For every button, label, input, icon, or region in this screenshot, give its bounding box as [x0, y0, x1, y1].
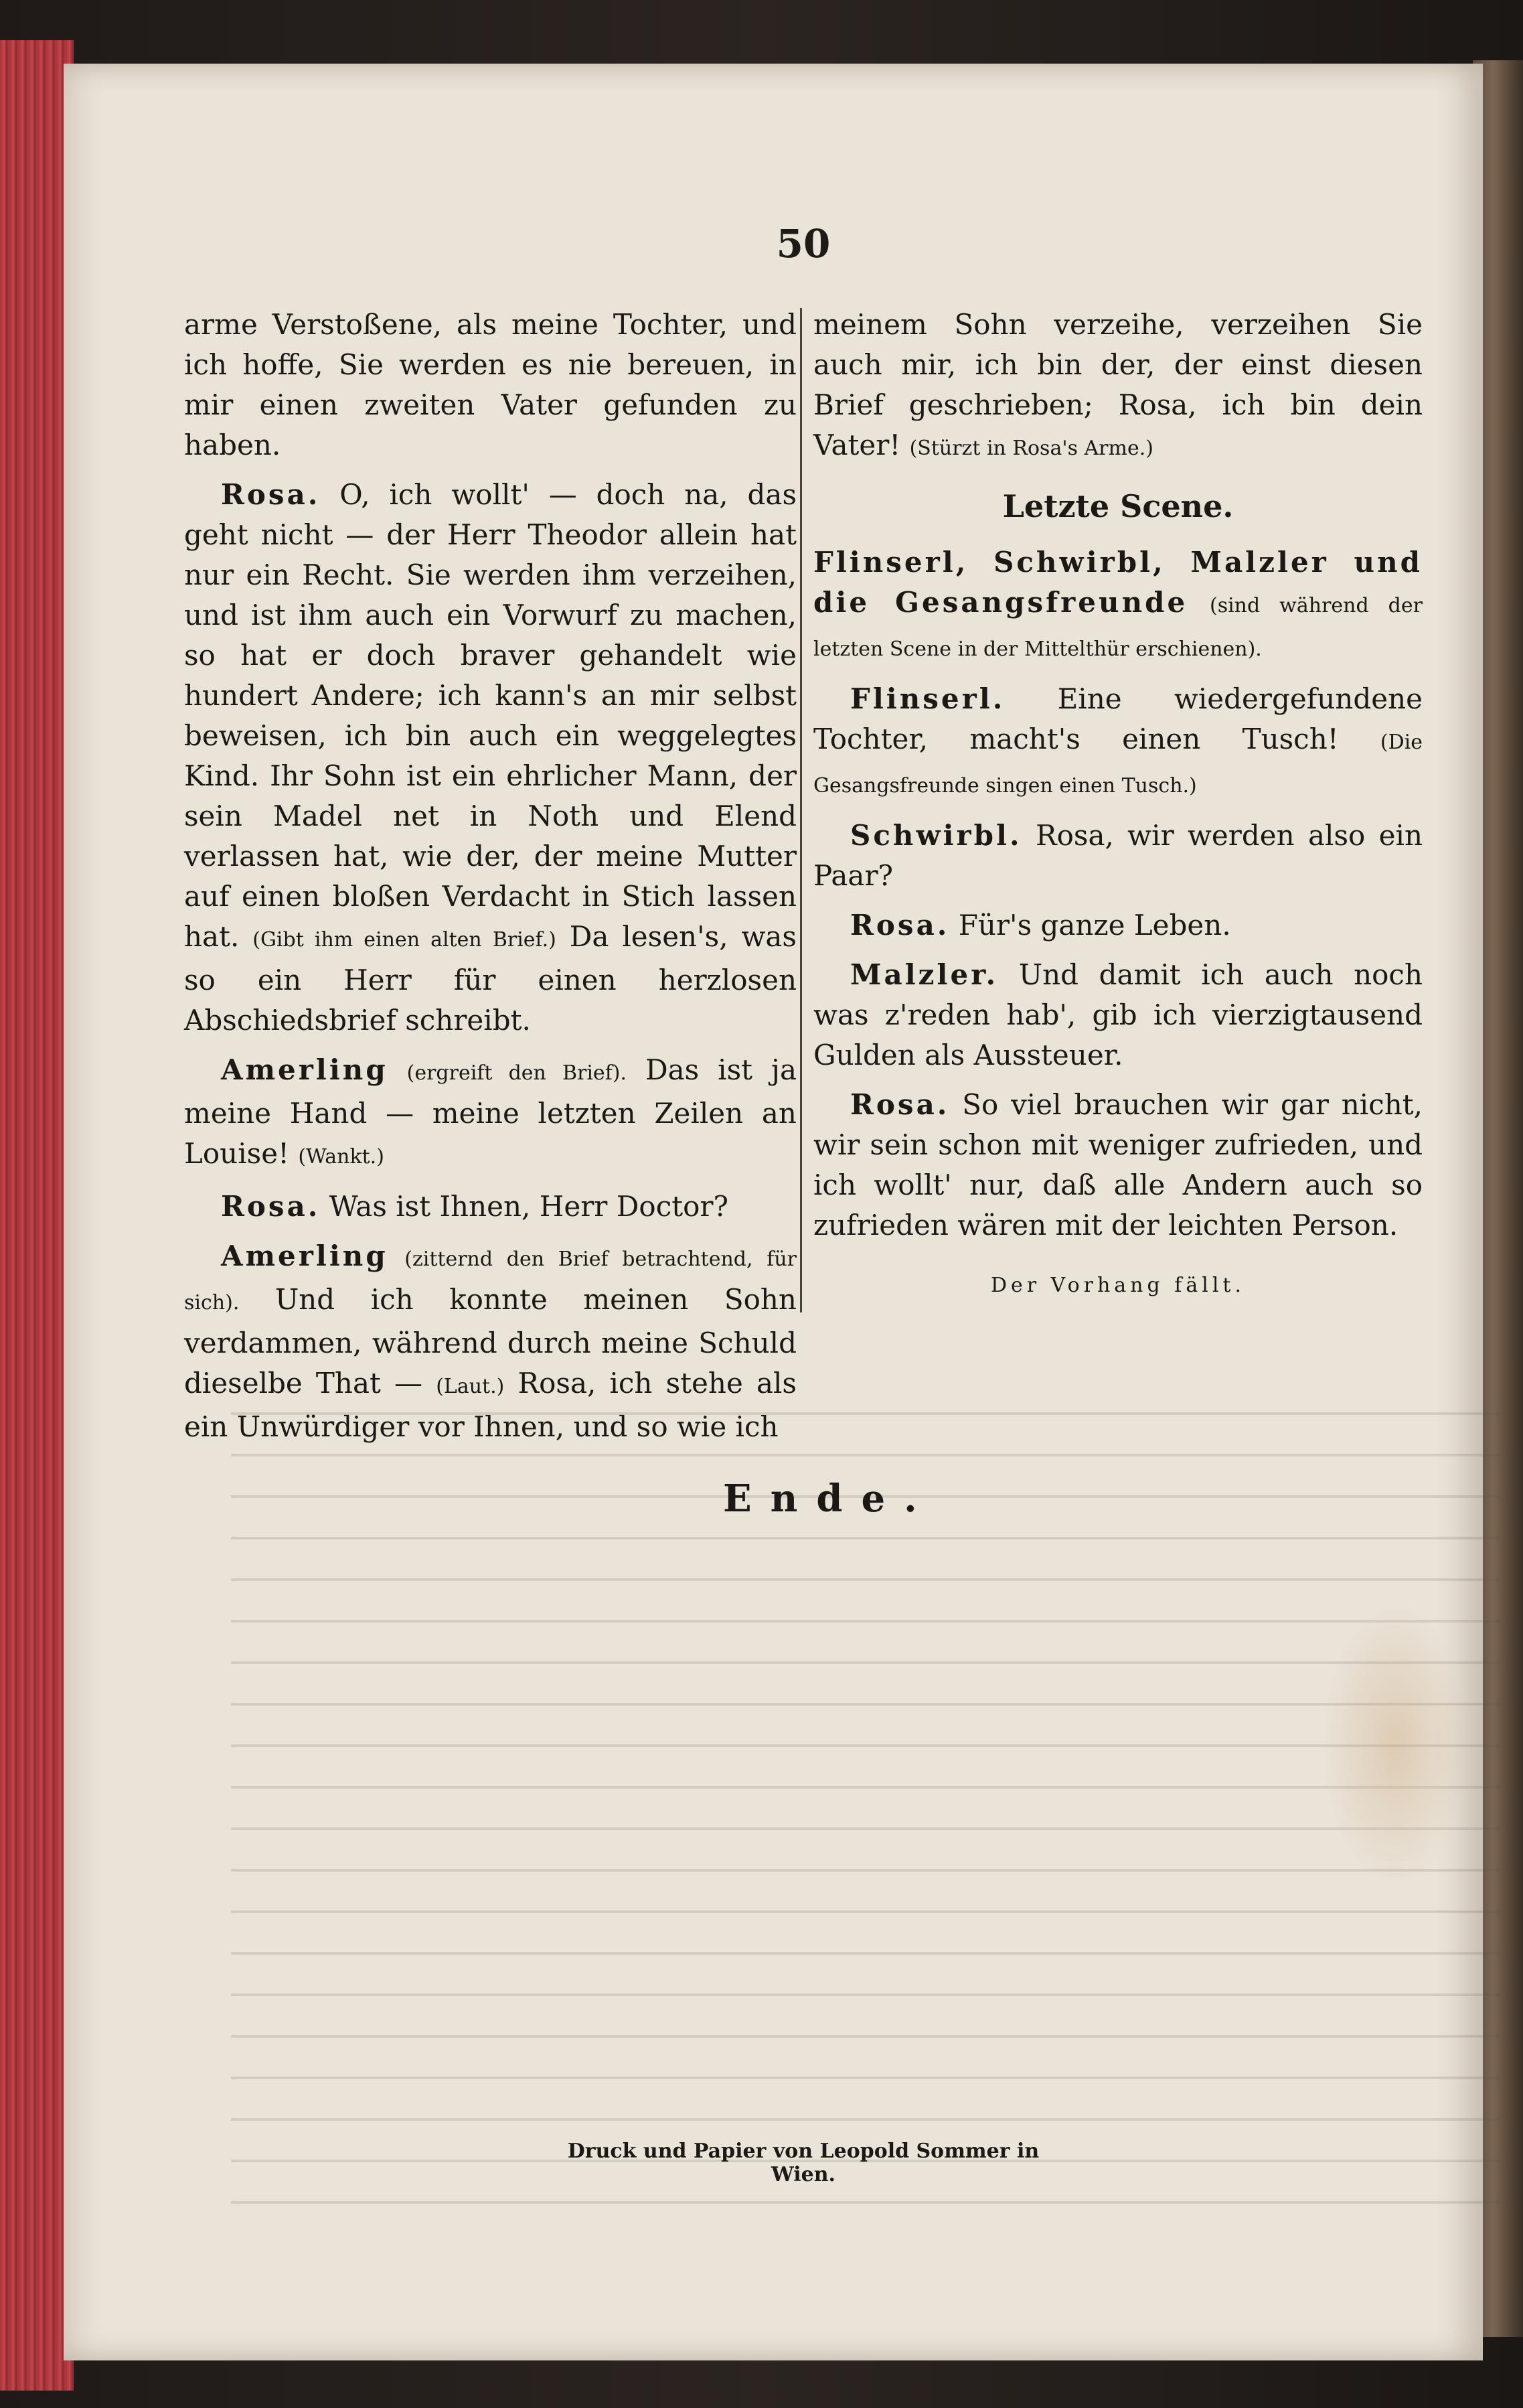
stage-direction: (zitternd den Brief betrachtend, für sich). [184, 1248, 797, 1314]
right-paragraph-3 [813, 905, 1423, 946]
paragraph-text: Eine wiedergefundene Tochter, macht's einen Tusch! [813, 682, 1423, 755]
speaker-name: Rosa. [221, 478, 321, 511]
paragraph-text: Rosa, wir werden also ein Paar? [813, 819, 1423, 892]
book-page-edges-left [0, 40, 74, 2391]
right-paragraph-1 [813, 679, 1423, 806]
right-paragraph-4 [813, 955, 1423, 1075]
right-column [813, 305, 1423, 1306]
stage-direction: (Wankt.) [298, 1145, 384, 1169]
stage-direction: (ergreift den Brief). [406, 1061, 627, 1085]
paragraph-text: meinem Sohn verzeihe, verzeihen Sie auch mir, ich bin der, der einst diesen Brief geschrieben; Rosa, ich bin dein Vater! [813, 308, 1423, 461]
stage-direction: (sind während der letzten Scene in der Mittelthür erschienen). [813, 594, 1423, 661]
paragraph-text: Was ist Ihnen, Herr Doctor? [329, 1190, 728, 1223]
speaker-name: Flinserl. [850, 682, 1006, 715]
speaker-name: Amerling [221, 1053, 388, 1086]
scene-title: Letzte Scene. [1002, 488, 1234, 524]
left-paragraph-3 [184, 1050, 797, 1177]
speaker-name: Rosa. [850, 1088, 950, 1121]
speaker-name: Malzler. [850, 958, 999, 991]
left-paragraph-4 [184, 1187, 797, 1227]
stage-direction: (Gibt ihm einen alten Brief.) [252, 928, 556, 952]
speaker-name: Rosa. [850, 909, 950, 942]
printer-imprint: Druck und Papier von Leopold Sommer in Wien. [567, 2139, 1040, 2186]
paragraph-text: Das ist ja meine Hand — meine letzten Zeilen an Louise! [184, 1053, 797, 1170]
paragraph-text: arme Verstoßene, als meine Tochter, und ich hoffe, Sie werden es nie bereuen, in mir einen zweiten Vater gefunden zu haben. [184, 308, 797, 461]
column-divider [800, 308, 802, 1312]
paragraph-text-continued: Da lesen's, was so ein Herr für einen herzlosen Abschiedsbrief schreibt. [184, 920, 797, 1037]
left-paragraph-1 [184, 305, 797, 465]
right-lead-paragraph [813, 305, 1423, 469]
paper-stain [1322, 1604, 1469, 1885]
speaker-name: Amerling [221, 1239, 388, 1272]
page-number: 50 [776, 221, 831, 267]
curtain-falls-line: Der Vorhang fällt. [990, 1274, 1246, 1297]
speaker-name: Schwirbl. [850, 819, 1022, 852]
left-paragraph-5 [184, 1236, 797, 1447]
paragraph-text: O, ich wollt' — doch na, das geht nicht — der Herr Theodor allein hat nur ein Recht. Sie werden ihm verzeihen, und ist ihm auch ein Vorwurf zu machen, so hat er doch braver gehandelt wie hundert Andere; ich kann's an mir selbst beweisen, ich bin auch ein weggelegtes Kind. Ihr Sohn ist ein ehrlicher Mann, der sein Madel net in Noth und Elend verlassen hat, wie der, der meine Mutter auf einen bloßen Verdacht in Stich lassen hat. [184, 478, 797, 953]
paragraph-text-continued: Rosa, ich stehe als ein Unwürdiger vor Ihnen, und so wie ich [184, 1367, 797, 1443]
right-paragraph-2 [813, 816, 1423, 896]
left-paragraph-2 [184, 475, 797, 1041]
paragraph-text: Und ich konnte meinen Sohn verdammen, während durch meine Schuld dieselbe That — [184, 1283, 797, 1400]
stage-direction: (Laut.) [436, 1375, 505, 1398]
speaker-name: Rosa. [221, 1190, 321, 1223]
right-paragraph-5 [813, 1085, 1423, 1246]
paragraph-text: Und damit ich auch noch was z'reden hab', gib ich vierzigtausend Gulden als Aussteuer. [813, 958, 1423, 1071]
cast-list [813, 542, 1423, 670]
stage-direction: (Stürzt in Rosa's Arme.) [909, 437, 1153, 460]
left-column [184, 305, 797, 1456]
ende-heading: Ende. [723, 1477, 936, 1521]
paragraph-text: Für's ganze Leben. [958, 909, 1231, 942]
cast-names: Flinserl, Schwirbl, Malzler und die Gesangsfreunde [813, 546, 1423, 619]
stage-direction: (Die Gesangsfreunde singen einen Tusch.) [813, 731, 1423, 798]
paragraph-text: So viel brauchen wir gar nicht, wir sein schon mit weniger zufrieden, und ich wollt' nur, daß alle Andern auch so zufrieden wären mit der leichten Person. [813, 1088, 1423, 1241]
